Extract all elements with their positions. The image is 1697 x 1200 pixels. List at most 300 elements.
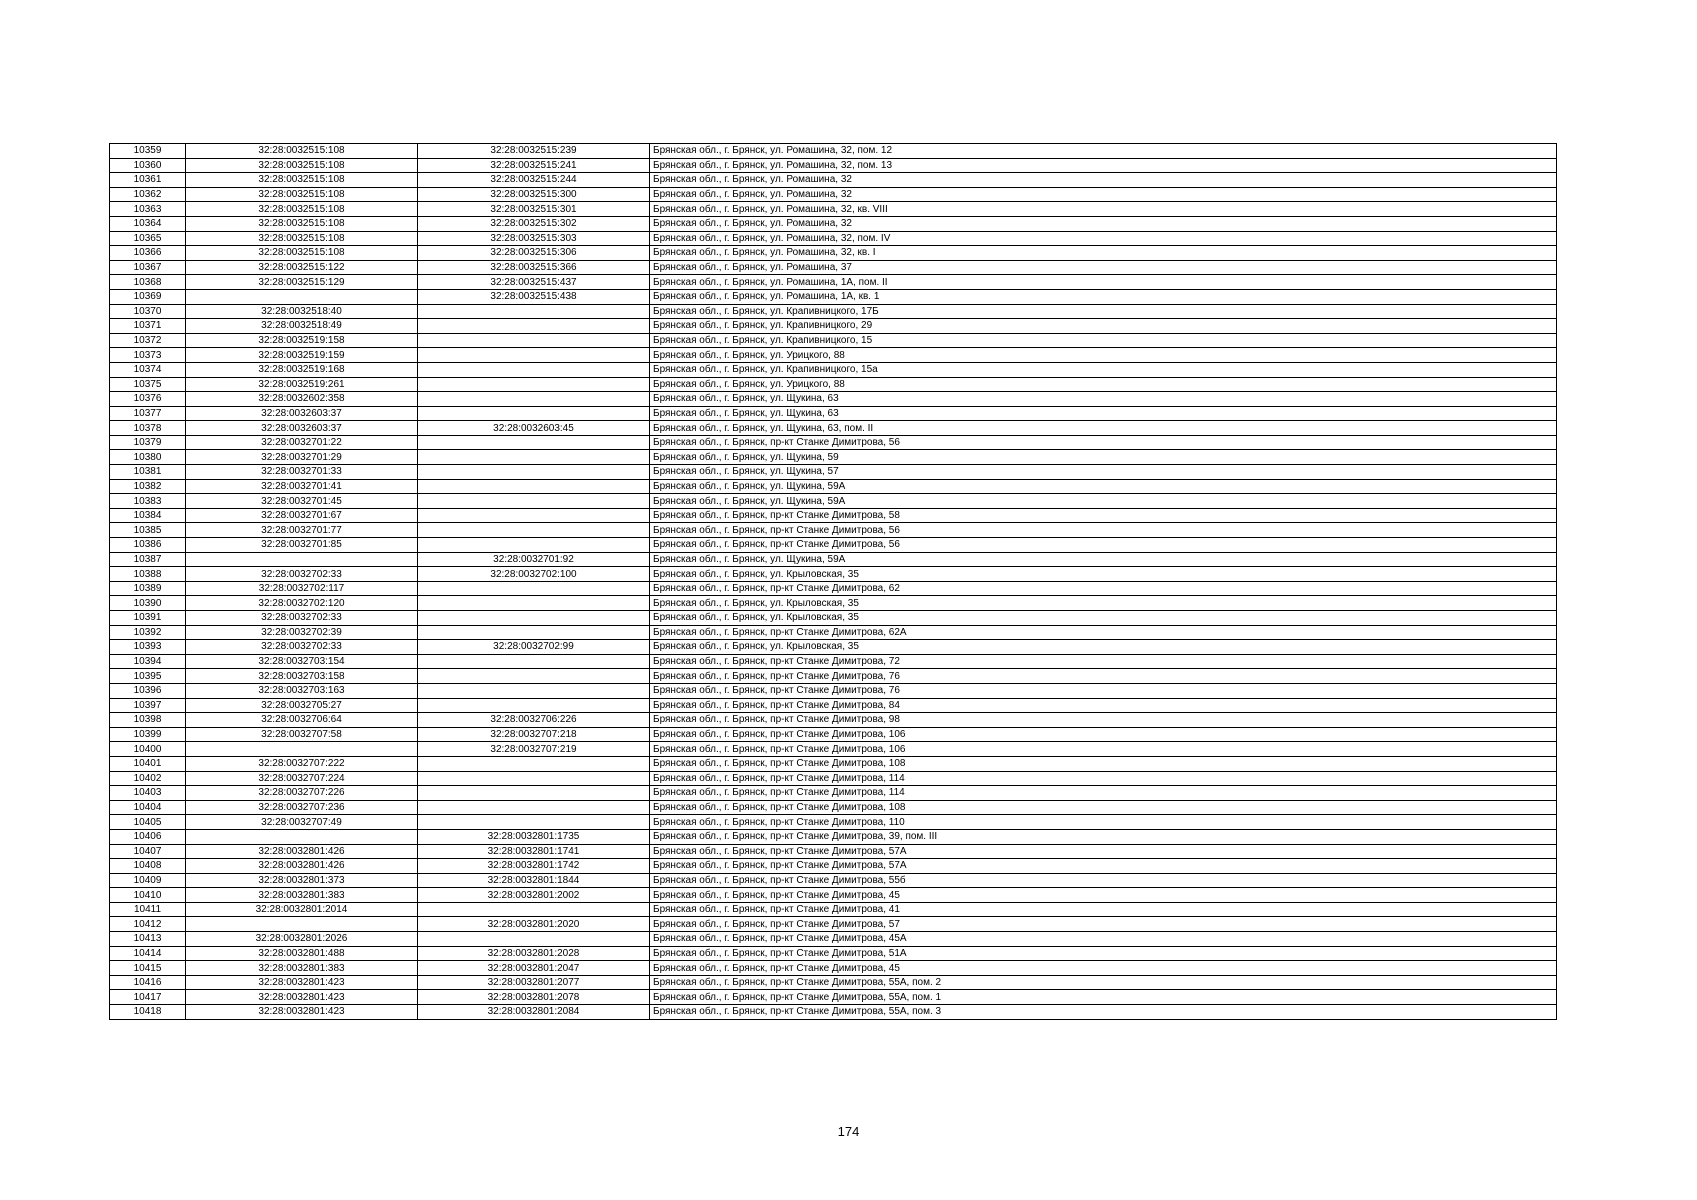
cadastral-number-cell: 32:28:0032603:37 — [186, 406, 418, 421]
object-cadastral-number-cell — [418, 377, 650, 392]
address-cell: Брянская обл., г. Брянск, пр-кт Станке Димитрова, 41 — [650, 902, 1557, 917]
object-cadastral-number-cell: 32:28:0032801:1741 — [418, 844, 650, 859]
cadastral-number-cell: 32:28:0032519:158 — [186, 333, 418, 348]
row-number-cell: 10414 — [110, 946, 186, 961]
cadastral-number-cell: 32:28:0032701:45 — [186, 494, 418, 509]
object-cadastral-number-cell — [418, 392, 650, 407]
cadastral-number-cell: 32:28:0032519:168 — [186, 362, 418, 377]
object-cadastral-number-cell — [418, 494, 650, 509]
object-cadastral-number-cell: 32:28:0032515:300 — [418, 187, 650, 202]
object-cadastral-number-cell: 32:28:0032707:219 — [418, 742, 650, 757]
cadastral-number-cell: 32:28:0032515:108 — [186, 158, 418, 173]
address-cell: Брянская обл., г. Брянск, ул. Крапивницкого, 29 — [650, 319, 1557, 334]
table-row — [110, 552, 1557, 567]
table-row — [110, 216, 1557, 231]
row-number-cell: 10407 — [110, 844, 186, 859]
cadastral-number-cell: 32:28:0032518:49 — [186, 319, 418, 334]
row-number-cell: 10383 — [110, 494, 186, 509]
row-number-cell: 10417 — [110, 990, 186, 1005]
object-cadastral-number-cell — [418, 465, 650, 480]
cadastral-number-cell: 32:28:0032801:383 — [186, 961, 418, 976]
row-number-cell: 10413 — [110, 932, 186, 947]
object-cadastral-number-cell — [418, 611, 650, 626]
address-cell: Брянская обл., г. Брянск, пр-кт Станке Димитрова, 57А — [650, 844, 1557, 859]
cadastral-number-cell: 32:28:0032515:108 — [186, 173, 418, 188]
page-number: 174 — [837, 1124, 860, 1139]
cadastral-number-cell: 32:28:0032703:158 — [186, 669, 418, 684]
table-row — [110, 289, 1557, 304]
object-cadastral-number-cell: 32:28:0032801:2028 — [418, 946, 650, 961]
object-cadastral-number-cell: 32:28:0032801:2020 — [418, 917, 650, 932]
cadastral-number-cell: 32:28:0032702:117 — [186, 581, 418, 596]
table-row — [110, 187, 1557, 202]
address-cell: Брянская обл., г. Брянск, ул. Крапивницкого, 17Б — [650, 304, 1557, 319]
row-number-cell: 10372 — [110, 333, 186, 348]
row-number-cell: 10394 — [110, 654, 186, 669]
object-cadastral-number-cell: 32:28:0032801:2084 — [418, 1005, 650, 1020]
address-cell: Брянская обл., г. Брянск, ул. Щукина, 63, пом. II — [650, 421, 1557, 436]
table-row — [110, 990, 1557, 1005]
cadastral-number-cell: 32:28:0032519:159 — [186, 348, 418, 363]
row-number-cell: 10363 — [110, 202, 186, 217]
row-number-cell: 10365 — [110, 231, 186, 246]
address-cell: Брянская обл., г. Брянск, пр-кт Станке Димитрова, 84 — [650, 698, 1557, 713]
object-cadastral-number-cell: 32:28:0032603:45 — [418, 421, 650, 436]
table-row — [110, 275, 1557, 290]
object-cadastral-number-cell: 32:28:0032702:99 — [418, 640, 650, 655]
row-number-cell: 10411 — [110, 902, 186, 917]
row-number-cell: 10375 — [110, 377, 186, 392]
table-row — [110, 713, 1557, 728]
object-cadastral-number-cell: 32:28:0032515:301 — [418, 202, 650, 217]
table-row — [110, 771, 1557, 786]
table-row — [110, 932, 1557, 947]
table-row — [110, 902, 1557, 917]
cadastral-number-cell: 32:28:0032801:423 — [186, 990, 418, 1005]
table-row — [110, 917, 1557, 932]
address-cell: Брянская обл., г. Брянск, пр-кт Станке Димитрова, 45 — [650, 888, 1557, 903]
table-row — [110, 435, 1557, 450]
row-number-cell: 10405 — [110, 815, 186, 830]
cadastral-number-cell: 32:28:0032515:129 — [186, 275, 418, 290]
cadastral-number-cell: 32:28:0032707:49 — [186, 815, 418, 830]
address-cell: Брянская обл., г. Брянск, ул. Ромашина, 32 — [650, 173, 1557, 188]
register-table — [109, 143, 1557, 1020]
object-cadastral-number-cell — [418, 771, 650, 786]
cadastral-number-cell — [186, 742, 418, 757]
table-row — [110, 392, 1557, 407]
object-cadastral-number-cell — [418, 786, 650, 801]
row-number-cell: 10397 — [110, 698, 186, 713]
table-row — [110, 596, 1557, 611]
address-cell: Брянская обл., г. Брянск, пр-кт Станке Димитрова, 51А — [650, 946, 1557, 961]
cadastral-number-cell: 32:28:0032701:41 — [186, 479, 418, 494]
table-row — [110, 888, 1557, 903]
address-cell: Брянская обл., г. Брянск, ул. Крыловская, 35 — [650, 596, 1557, 611]
table-row — [110, 406, 1557, 421]
row-number-cell: 10361 — [110, 173, 186, 188]
table-row — [110, 567, 1557, 582]
object-cadastral-number-cell — [418, 683, 650, 698]
row-number-cell: 10392 — [110, 625, 186, 640]
cadastral-number-cell: 32:28:0032801:423 — [186, 1005, 418, 1020]
table-row — [110, 786, 1557, 801]
table-row — [110, 946, 1557, 961]
cadastral-number-cell: 32:28:0032707:58 — [186, 727, 418, 742]
table-row — [110, 362, 1557, 377]
object-cadastral-number-cell: 32:28:0032515:302 — [418, 216, 650, 231]
object-cadastral-number-cell — [418, 479, 650, 494]
row-number-cell: 10404 — [110, 800, 186, 815]
table-row — [110, 421, 1557, 436]
cadastral-number-cell: 32:28:0032707:224 — [186, 771, 418, 786]
address-cell: Брянская обл., г. Брянск, ул. Щукина, 59 — [650, 450, 1557, 465]
row-number-cell: 10406 — [110, 829, 186, 844]
address-cell: Брянская обл., г. Брянск, пр-кт Станке Димитрова, 98 — [650, 713, 1557, 728]
table-row — [110, 246, 1557, 261]
row-number-cell: 10378 — [110, 421, 186, 436]
cadastral-number-cell: 32:28:0032701:29 — [186, 450, 418, 465]
row-number-cell: 10387 — [110, 552, 186, 567]
table-row — [110, 377, 1557, 392]
address-cell: Брянская обл., г. Брянск, пр-кт Станке Димитрова, 106 — [650, 727, 1557, 742]
cadastral-number-cell: 32:28:0032515:108 — [186, 202, 418, 217]
address-cell: Брянская обл., г. Брянск, пр-кт Станке Димитрова, 56 — [650, 435, 1557, 450]
cadastral-number-cell: 32:28:0032702:120 — [186, 596, 418, 611]
table-row — [110, 333, 1557, 348]
address-cell: Брянская обл., г. Брянск, пр-кт Станке Димитрова, 76 — [650, 669, 1557, 684]
object-cadastral-number-cell — [418, 406, 650, 421]
table-row — [110, 538, 1557, 553]
row-number-cell: 10390 — [110, 596, 186, 611]
table-row — [110, 669, 1557, 684]
row-number-cell: 10402 — [110, 771, 186, 786]
table-row — [110, 231, 1557, 246]
row-number-cell: 10385 — [110, 523, 186, 538]
row-number-cell: 10416 — [110, 975, 186, 990]
table-row — [110, 173, 1557, 188]
address-cell: Брянская обл., г. Брянск, пр-кт Станке Димитрова, 58 — [650, 508, 1557, 523]
table-row — [110, 742, 1557, 757]
object-cadastral-number-cell — [418, 348, 650, 363]
address-cell: Брянская обл., г. Брянск, пр-кт Станке Димитрова, 72 — [650, 654, 1557, 669]
address-cell: Брянская обл., г. Брянск, ул. Урицкого, 88 — [650, 348, 1557, 363]
address-cell: Брянская обл., г. Брянск, ул. Ромашина, 32, пом. 12 — [650, 144, 1557, 159]
address-cell: Брянская обл., г. Брянск, ул. Крыловская, 35 — [650, 640, 1557, 655]
table-row — [110, 523, 1557, 538]
table-row — [110, 158, 1557, 173]
table-row — [110, 202, 1557, 217]
table-row — [110, 1005, 1557, 1020]
row-number-cell: 10412 — [110, 917, 186, 932]
object-cadastral-number-cell — [418, 508, 650, 523]
row-number-cell: 10391 — [110, 611, 186, 626]
cadastral-number-cell: 32:28:0032515:108 — [186, 231, 418, 246]
object-cadastral-number-cell: 32:28:0032701:92 — [418, 552, 650, 567]
object-cadastral-number-cell — [418, 596, 650, 611]
object-cadastral-number-cell — [418, 523, 650, 538]
cadastral-number-cell: 32:28:0032701:67 — [186, 508, 418, 523]
address-cell: Брянская обл., г. Брянск, ул. Ромашина, 37 — [650, 260, 1557, 275]
address-cell: Брянская обл., г. Брянск, ул. Крыловская, 35 — [650, 611, 1557, 626]
row-number-cell: 10371 — [110, 319, 186, 334]
address-cell: Брянская обл., г. Брянск, ул. Крапивницкого, 15 — [650, 333, 1557, 348]
table-row — [110, 494, 1557, 509]
object-cadastral-number-cell — [418, 319, 650, 334]
row-number-cell: 10377 — [110, 406, 186, 421]
cadastral-number-cell: 32:28:0032706:64 — [186, 713, 418, 728]
address-cell: Брянская обл., г. Брянск, пр-кт Станке Димитрова, 108 — [650, 800, 1557, 815]
address-cell: Брянская обл., г. Брянск, пр-кт Станке Димитрова, 55А, пом. 2 — [650, 975, 1557, 990]
cadastral-number-cell: 32:28:0032702:33 — [186, 567, 418, 582]
object-cadastral-number-cell — [418, 902, 650, 917]
address-cell: Брянская обл., г. Брянск, пр-кт Станке Димитрова, 106 — [650, 742, 1557, 757]
address-cell: Брянская обл., г. Брянск, ул. Щукина, 63 — [650, 406, 1557, 421]
cadastral-number-cell: 32:28:0032707:222 — [186, 756, 418, 771]
object-cadastral-number-cell: 32:28:0032515:306 — [418, 246, 650, 261]
object-cadastral-number-cell — [418, 654, 650, 669]
row-number-cell: 10381 — [110, 465, 186, 480]
address-cell: Брянская обл., г. Брянск, пр-кт Станке Димитрова, 114 — [650, 771, 1557, 786]
object-cadastral-number-cell: 32:28:0032515:437 — [418, 275, 650, 290]
object-cadastral-number-cell — [418, 450, 650, 465]
table-row — [110, 319, 1557, 334]
table-row — [110, 625, 1557, 640]
address-cell: Брянская обл., г. Брянск, пр-кт Станке Димитрова, 110 — [650, 815, 1557, 830]
object-cadastral-number-cell: 32:28:0032515:366 — [418, 260, 650, 275]
table-row — [110, 348, 1557, 363]
address-cell: Брянская обл., г. Брянск, ул. Крыловская, 35 — [650, 567, 1557, 582]
row-number-cell: 10399 — [110, 727, 186, 742]
object-cadastral-number-cell — [418, 333, 650, 348]
table-row — [110, 611, 1557, 626]
address-cell: Брянская обл., г. Брянск, ул. Щукина, 59А — [650, 552, 1557, 567]
address-cell: Брянская обл., г. Брянск, пр-кт Станке Димитрова, 57 — [650, 917, 1557, 932]
cadastral-number-cell: 32:28:0032701:77 — [186, 523, 418, 538]
address-cell: Брянская обл., г. Брянск, пр-кт Станке Димитрова, 108 — [650, 756, 1557, 771]
cadastral-number-cell: 32:28:0032701:22 — [186, 435, 418, 450]
object-cadastral-number-cell: 32:28:0032702:100 — [418, 567, 650, 582]
table-row — [110, 683, 1557, 698]
cadastral-number-cell: 32:28:0032801:426 — [186, 859, 418, 874]
object-cadastral-number-cell — [418, 932, 650, 947]
address-cell: Брянская обл., г. Брянск, ул. Урицкого, 88 — [650, 377, 1557, 392]
row-number-cell: 10400 — [110, 742, 186, 757]
row-number-cell: 10359 — [110, 144, 186, 159]
row-number-cell: 10362 — [110, 187, 186, 202]
cadastral-number-cell: 32:28:0032707:226 — [186, 786, 418, 801]
row-number-cell: 10418 — [110, 1005, 186, 1020]
table-row — [110, 144, 1557, 159]
address-cell: Брянская обл., г. Брянск, пр-кт Станке Димитрова, 57А — [650, 859, 1557, 874]
address-cell: Брянская обл., г. Брянск, пр-кт Станке Димитрова, 56 — [650, 538, 1557, 553]
address-cell: Брянская обл., г. Брянск, ул. Щукина, 59А — [650, 479, 1557, 494]
object-cadastral-number-cell — [418, 581, 650, 596]
row-number-cell: 10409 — [110, 873, 186, 888]
cadastral-number-cell: 32:28:0032602:358 — [186, 392, 418, 407]
table-row — [110, 640, 1557, 655]
table-row — [110, 727, 1557, 742]
address-cell: Брянская обл., г. Брянск, пр-кт Станке Димитрова, 55А, пом. 3 — [650, 1005, 1557, 1020]
cadastral-number-cell: 32:28:0032701:85 — [186, 538, 418, 553]
object-cadastral-number-cell — [418, 538, 650, 553]
object-cadastral-number-cell: 32:28:0032515:303 — [418, 231, 650, 246]
row-number-cell: 10393 — [110, 640, 186, 655]
row-number-cell: 10368 — [110, 275, 186, 290]
table-row — [110, 304, 1557, 319]
object-cadastral-number-cell: 32:28:0032801:2002 — [418, 888, 650, 903]
cadastral-number-cell: 32:28:0032518:40 — [186, 304, 418, 319]
table-row — [110, 260, 1557, 275]
object-cadastral-number-cell: 32:28:0032707:218 — [418, 727, 650, 742]
table-row — [110, 975, 1557, 990]
address-cell: Брянская обл., г. Брянск, ул. Щукина, 57 — [650, 465, 1557, 480]
address-cell: Брянская обл., г. Брянск, ул. Щукина, 59А — [650, 494, 1557, 509]
address-cell: Брянская обл., г. Брянск, пр-кт Станке Димитрова, 76 — [650, 683, 1557, 698]
row-number-cell: 10388 — [110, 567, 186, 582]
object-cadastral-number-cell — [418, 698, 650, 713]
row-number-cell: 10380 — [110, 450, 186, 465]
row-number-cell: 10403 — [110, 786, 186, 801]
object-cadastral-number-cell — [418, 756, 650, 771]
row-number-cell: 10395 — [110, 669, 186, 684]
address-cell: Брянская обл., г. Брянск, пр-кт Станке Димитрова, 39, пом. III — [650, 829, 1557, 844]
address-cell: Брянская обл., г. Брянск, пр-кт Станке Димитрова, 55А, пом. 1 — [650, 990, 1557, 1005]
address-cell: Брянская обл., г. Брянск, пр-кт Станке Димитрова, 55б — [650, 873, 1557, 888]
cadastral-number-cell: 32:28:0032801:426 — [186, 844, 418, 859]
cadastral-number-cell: 32:28:0032801:2026 — [186, 932, 418, 947]
row-number-cell: 10398 — [110, 713, 186, 728]
address-cell: Брянская обл., г. Брянск, ул. Ромашина, 32 — [650, 187, 1557, 202]
object-cadastral-number-cell — [418, 625, 650, 640]
cadastral-number-cell: 32:28:0032515:108 — [186, 144, 418, 159]
row-number-cell: 10373 — [110, 348, 186, 363]
address-cell: Брянская обл., г. Брянск, пр-кт Станке Димитрова, 45 — [650, 961, 1557, 976]
object-cadastral-number-cell — [418, 800, 650, 815]
row-number-cell: 10364 — [110, 216, 186, 231]
row-number-cell: 10389 — [110, 581, 186, 596]
cadastral-number-cell: 32:28:0032801:488 — [186, 946, 418, 961]
object-cadastral-number-cell: 32:28:0032801:1844 — [418, 873, 650, 888]
table-row — [110, 873, 1557, 888]
object-cadastral-number-cell: 32:28:0032801:1735 — [418, 829, 650, 844]
address-cell: Брянская обл., г. Брянск, ул. Ромашина, 1А, пом. II — [650, 275, 1557, 290]
table-row — [110, 815, 1557, 830]
table-row — [110, 698, 1557, 713]
table-row — [110, 479, 1557, 494]
row-number-cell: 10401 — [110, 756, 186, 771]
object-cadastral-number-cell — [418, 304, 650, 319]
address-cell: Брянская обл., г. Брянск, ул. Ромашина, 32 — [650, 216, 1557, 231]
cadastral-number-cell: 32:28:0032519:261 — [186, 377, 418, 392]
address-cell: Брянская обл., г. Брянск, пр-кт Станке Димитрова, 114 — [650, 786, 1557, 801]
object-cadastral-number-cell: 32:28:0032801:2078 — [418, 990, 650, 1005]
table-row — [110, 800, 1557, 815]
object-cadastral-number-cell: 32:28:0032515:438 — [418, 289, 650, 304]
address-cell: Брянская обл., г. Брянск, ул. Ромашина, 32, пом. 13 — [650, 158, 1557, 173]
cadastral-number-cell: 32:28:0032515:108 — [186, 246, 418, 261]
table-row — [110, 508, 1557, 523]
row-number-cell: 10408 — [110, 859, 186, 874]
object-cadastral-number-cell: 32:28:0032801:1742 — [418, 859, 650, 874]
table-row — [110, 654, 1557, 669]
object-cadastral-number-cell: 32:28:0032515:239 — [418, 144, 650, 159]
table-row — [110, 450, 1557, 465]
table-row — [110, 844, 1557, 859]
row-number-cell: 10369 — [110, 289, 186, 304]
table-row — [110, 581, 1557, 596]
address-cell: Брянская обл., г. Брянск, ул. Ромашина, 1А, кв. 1 — [650, 289, 1557, 304]
object-cadastral-number-cell — [418, 435, 650, 450]
cadastral-number-cell: 32:28:0032515:122 — [186, 260, 418, 275]
object-cadastral-number-cell — [418, 815, 650, 830]
table-row — [110, 756, 1557, 771]
cadastral-number-cell — [186, 917, 418, 932]
object-cadastral-number-cell — [418, 362, 650, 377]
cadastral-number-cell: 32:28:0032515:108 — [186, 216, 418, 231]
cadastral-number-cell: 32:28:0032702:33 — [186, 611, 418, 626]
table-row — [110, 465, 1557, 480]
address-cell: Брянская обл., г. Брянск, ул. Щукина, 63 — [650, 392, 1557, 407]
row-number-cell: 10374 — [110, 362, 186, 377]
row-number-cell: 10410 — [110, 888, 186, 903]
cadastral-number-cell: 32:28:0032705:27 — [186, 698, 418, 713]
object-cadastral-number-cell: 32:28:0032515:244 — [418, 173, 650, 188]
row-number-cell: 10382 — [110, 479, 186, 494]
cadastral-number-cell: 32:28:0032707:236 — [186, 800, 418, 815]
row-number-cell: 10379 — [110, 435, 186, 450]
object-cadastral-number-cell: 32:28:0032515:241 — [418, 158, 650, 173]
address-cell: Брянская обл., г. Брянск, ул. Ромашина, 32, кв. VIII — [650, 202, 1557, 217]
row-number-cell: 10370 — [110, 304, 186, 319]
cadastral-number-cell: 32:28:0032701:33 — [186, 465, 418, 480]
row-number-cell: 10384 — [110, 508, 186, 523]
cadastral-number-cell: 32:28:0032702:39 — [186, 625, 418, 640]
row-number-cell: 10367 — [110, 260, 186, 275]
cadastral-number-cell — [186, 552, 418, 567]
address-cell: Брянская обл., г. Брянск, пр-кт Станке Димитрова, 45А — [650, 932, 1557, 947]
cadastral-number-cell: 32:28:0032515:108 — [186, 187, 418, 202]
address-cell: Брянская обл., г. Брянск, пр-кт Станке Димитрова, 62 — [650, 581, 1557, 596]
row-number-cell: 10366 — [110, 246, 186, 261]
address-cell: Брянская обл., г. Брянск, пр-кт Станке Димитрова, 56 — [650, 523, 1557, 538]
object-cadastral-number-cell: 32:28:0032706:226 — [418, 713, 650, 728]
address-cell: Брянская обл., г. Брянск, ул. Ромашина, 32, кв. I — [650, 246, 1557, 261]
row-number-cell: 10415 — [110, 961, 186, 976]
object-cadastral-number-cell — [418, 669, 650, 684]
cadastral-number-cell: 32:28:0032801:373 — [186, 873, 418, 888]
register-table-body — [110, 144, 1557, 1020]
table-row — [110, 859, 1557, 874]
row-number-cell: 10396 — [110, 683, 186, 698]
address-cell: Брянская обл., г. Брянск, пр-кт Станке Димитрова, 62А — [650, 625, 1557, 640]
cadastral-number-cell: 32:28:0032801:2014 — [186, 902, 418, 917]
cadastral-number-cell: 32:28:0032603:37 — [186, 421, 418, 436]
row-number-cell: 10386 — [110, 538, 186, 553]
table-row — [110, 961, 1557, 976]
table-row — [110, 829, 1557, 844]
object-cadastral-number-cell: 32:28:0032801:2077 — [418, 975, 650, 990]
address-cell: Брянская обл., г. Брянск, ул. Крапивницкого, 15а — [650, 362, 1557, 377]
row-number-cell: 10376 — [110, 392, 186, 407]
cadastral-number-cell: 32:28:0032801:383 — [186, 888, 418, 903]
cadastral-number-cell: 32:28:0032703:163 — [186, 683, 418, 698]
object-cadastral-number-cell: 32:28:0032801:2047 — [418, 961, 650, 976]
cadastral-number-cell — [186, 829, 418, 844]
cadastral-number-cell: 32:28:0032801:423 — [186, 975, 418, 990]
cadastral-number-cell — [186, 289, 418, 304]
cadastral-number-cell: 32:28:0032702:33 — [186, 640, 418, 655]
